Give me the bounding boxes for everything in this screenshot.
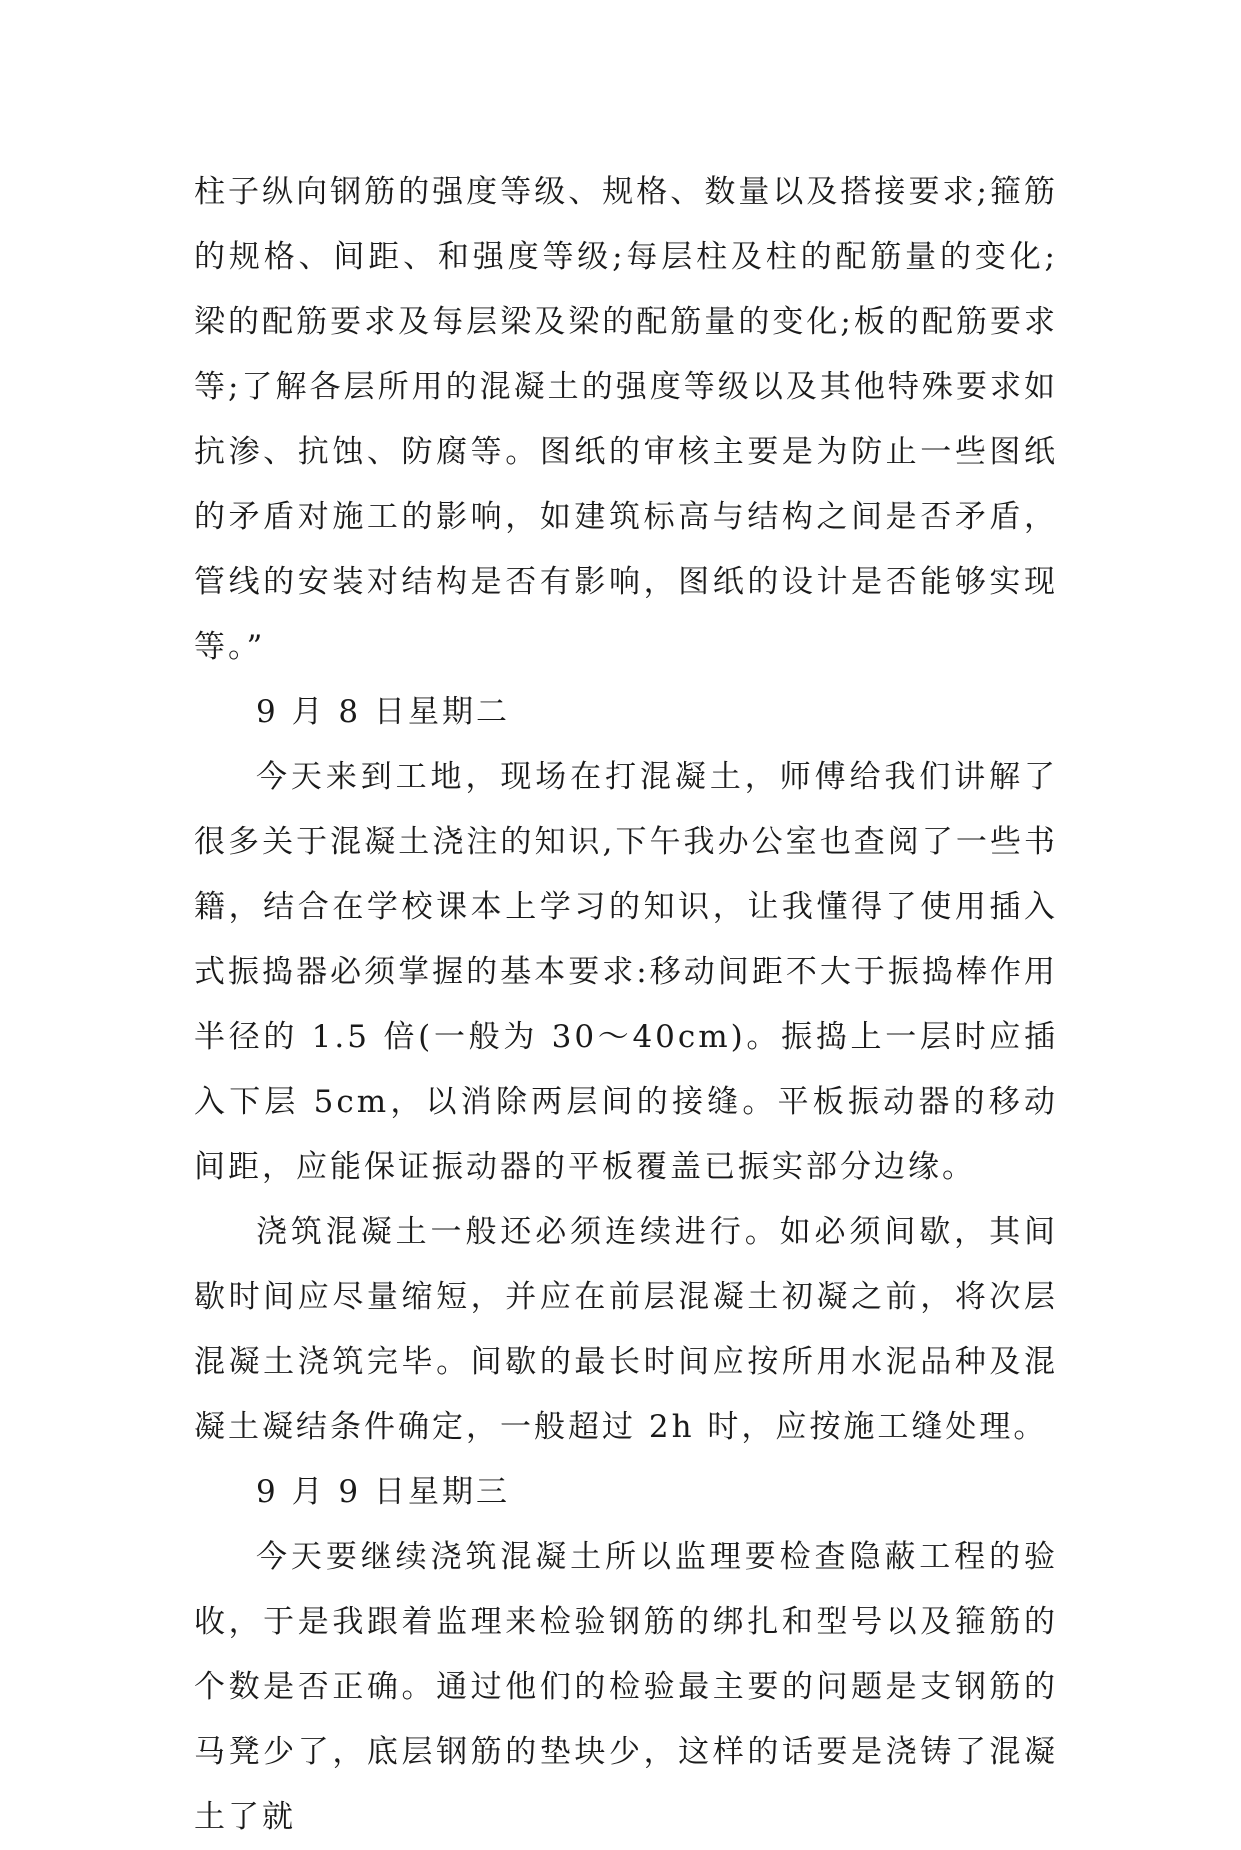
paragraph-rebar-requirements: 柱子纵向钢筋的强度等级、规格、数量以及搭接要求;箍筋的规格、间距、和强度等级;每层柱及柱的配筋量的变化;梁的配筋要求及每层梁及梁的配筋量的变化;板的配筋要求等;了解各层所用的混凝土的强度等级以及其他特殊要求如抗渗、抗蚀、防腐等。图纸的审核主要是为防止一些图纸的矛盾对施工的影响，如建筑标高与结构之间是否矛盾，管线的安装对结构是否有影响，图纸的设计是否能够实现等。” [194, 174, 1058, 665]
paragraph-inspection: 今天要继续浇筑混凝土所以监理要检查隐蔽工程的验收，于是我跟着监理来检验钢筋的绑扎和型号以及箍筋的个数是否正确。通过他们的检验最主要的问题是支钢筋的马凳少了，底层钢筋的垫块少，这样的话要是浇铸了混凝土了就 [194, 1539, 1058, 1835]
date-heading-sept-8: 9 月 8 日星期二 [256, 694, 511, 730]
document-body [194, 160, 1058, 1850]
paragraph-concrete-vibration: 今天来到工地，现场在打混凝土，师傅给我们讲解了很多关于混凝土浇注的知识,下午我办公室也查阅了一些书籍，结合在学校课本上学习的知识，让我懂得了使用插入式振捣器必须掌握的基本要求:移动间距不大于振捣棒作用半径的 1.5 倍(一般为 30～40cm)。振捣上一层时应插入下层 5cm，以消除两层间的接缝。平板振动器的移动间距，应能保证振动器的平板覆盖已振实部分边缘。 [194, 759, 1058, 1185]
date-heading-sept-9: 9 月 9 日星期三 [256, 1474, 511, 1510]
paragraph-continuous-pouring: 浇筑混凝土一般还必须连续进行。如必须间歇，其间歇时间应尽量缩短，并应在前层混凝土初凝之前，将次层混凝土浇筑完毕。间歇的最长时间应按所用水泥品种及混凝土凝结条件确定，一般超过 2h 时，应按施工缝处理。 [194, 1214, 1058, 1445]
